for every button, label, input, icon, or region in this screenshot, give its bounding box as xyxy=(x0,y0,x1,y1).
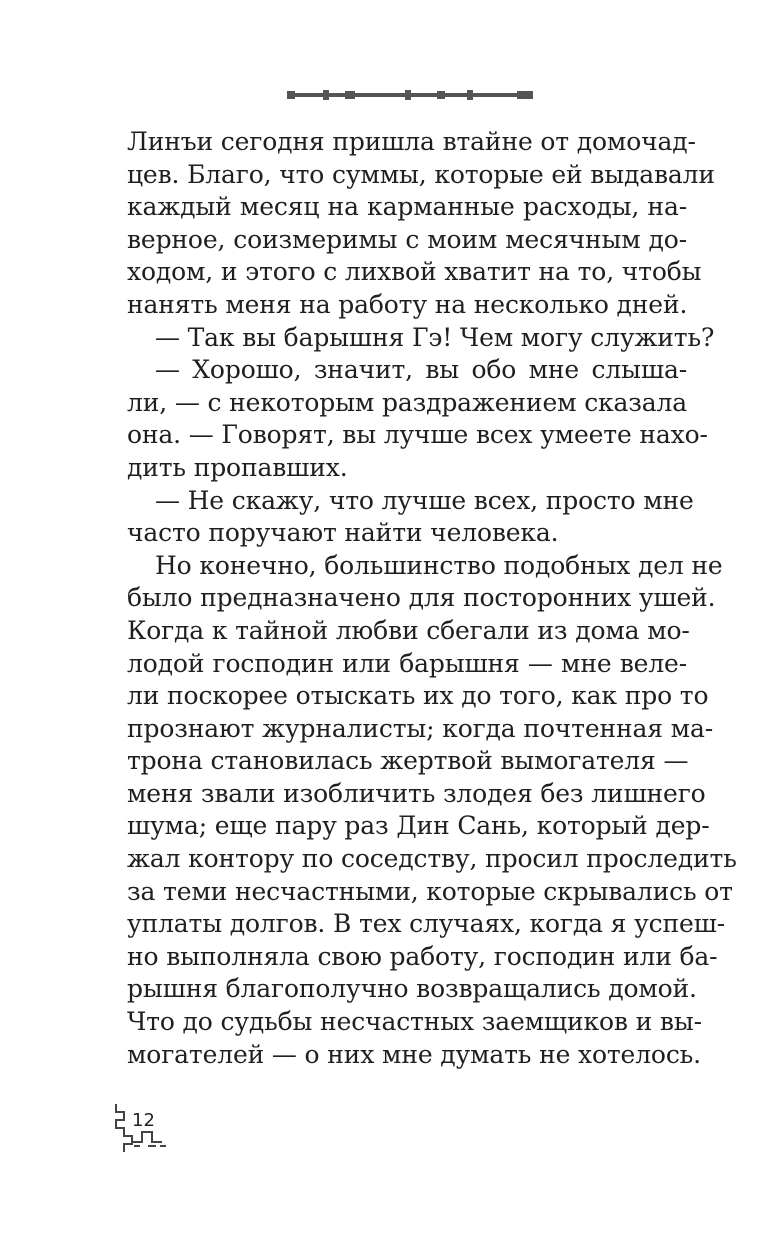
text-line: верное, соизмеримы с моим месячным до- xyxy=(127,224,687,254)
text-line: она. — Говорят, вы лучше всех умеете нахо- xyxy=(127,420,708,450)
text-line: было предназначено для посторонних ушей. xyxy=(127,583,716,613)
text-line: шума; еще пару раз Дин Сань, который дер- xyxy=(127,811,710,841)
text-line: ли, — с некоторым раздражением сказала xyxy=(127,387,687,417)
text-line: за теми несчастными, которые скрывались от xyxy=(127,876,733,906)
text-line: — Так вы барышня Гэ! Чем могу служить? xyxy=(155,322,715,352)
main-text xyxy=(127,126,737,1071)
text-line: нанять меня на работу на несколько дней. xyxy=(127,289,688,319)
text-line: уплаты долгов. В тех случаях, когда я успеш- xyxy=(127,909,726,939)
text-line: но выполняла свою работу, господин или ба- xyxy=(127,941,718,971)
text-line: Но конечно, большинство подобных дел не xyxy=(155,550,723,580)
text-line: трона становилась жертвой вымогателя — xyxy=(127,746,689,776)
decorative-bar-icon xyxy=(287,88,533,102)
text-line: жал контору по соседству, просил проследить xyxy=(127,844,737,874)
text-line: Что до судьбы несчастных заемщиков и вы- xyxy=(127,1007,702,1037)
text-line: часто поручают найти человека. xyxy=(127,518,559,548)
text-line: прознают журналисты; когда почтенная ма- xyxy=(127,713,714,743)
text-line: могателей — о них мне думать не хотелось. xyxy=(127,1039,701,1069)
text-line: Когда к тайной любви сбегали из дома мо- xyxy=(127,615,690,645)
text-line: — Хорошо, значит, вы обо мне слыша- xyxy=(155,355,687,385)
text-line: каждый месяц на карманные расходы, на- xyxy=(127,192,687,222)
text-line: цев. Благо, что суммы, которые ей выдавали xyxy=(127,159,715,189)
text-line: дить пропавших. xyxy=(127,452,348,482)
page-number: 12 xyxy=(132,1110,155,1131)
text-line: Линъи сегодня пришла втайне от домочад- xyxy=(127,127,696,156)
text-line: ли поскорее отыскать их до того, как про то xyxy=(127,681,709,711)
text-line: — Не скажу, что лучше всех, просто мне xyxy=(155,485,694,515)
text-line: рышня благополучно возвращались домой. xyxy=(127,974,697,1004)
text-line: ходом, и этого с лихвой хватит на то, чтобы xyxy=(127,257,702,287)
text-line: лодой господин или барышня — мне веле- xyxy=(127,648,687,678)
text-line: меня звали изобличить злодея без лишнего xyxy=(127,778,706,808)
